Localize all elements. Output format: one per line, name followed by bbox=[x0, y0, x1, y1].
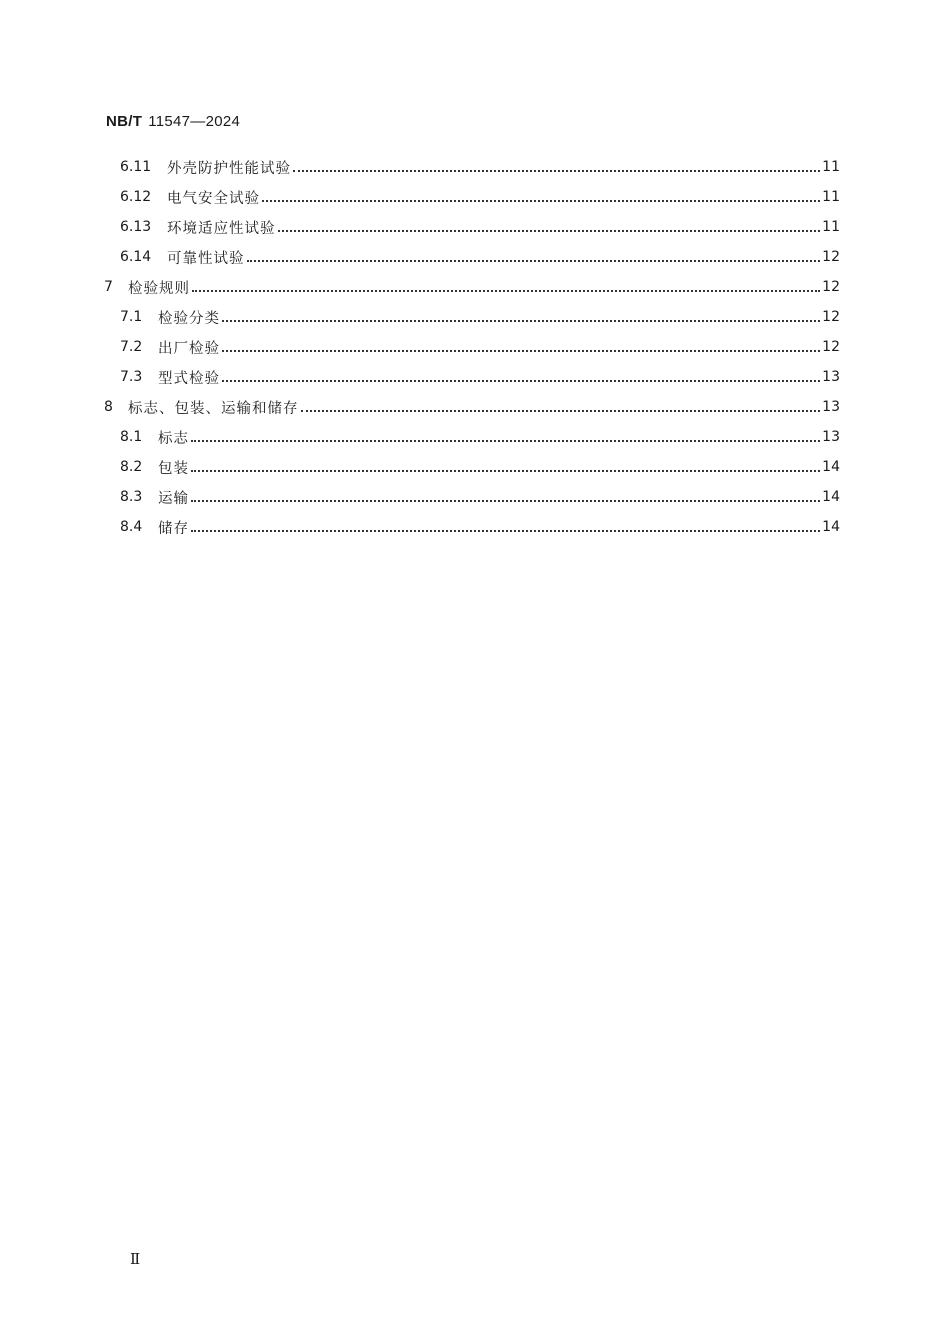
toc-entry-page: 11 bbox=[822, 219, 840, 235]
toc-entry-page: 12 bbox=[822, 249, 840, 265]
toc-leader-dots bbox=[262, 199, 820, 202]
toc-leader-dots bbox=[222, 379, 820, 382]
toc-leader-dots bbox=[191, 439, 820, 442]
toc-entry-7-2[interactable] bbox=[120, 332, 840, 362]
toc-entry-8-2[interactable] bbox=[120, 452, 840, 482]
toc-entry-page: 12 bbox=[822, 339, 840, 355]
toc-entry-number: 6.13 bbox=[120, 219, 152, 235]
toc-entry-page: 14 bbox=[822, 519, 840, 535]
toc-leader-dots bbox=[278, 229, 821, 232]
toc-leader-dots bbox=[191, 529, 820, 532]
toc-entry-page: 13 bbox=[822, 429, 840, 445]
toc-entry-6-13[interactable] bbox=[120, 212, 840, 242]
toc-entry-6-14[interactable] bbox=[120, 242, 840, 272]
toc-leader-dots bbox=[222, 349, 820, 352]
standard-code: NB/T bbox=[106, 113, 143, 130]
toc-leader-dots bbox=[247, 259, 821, 262]
toc-entry-number: 7.3 bbox=[120, 369, 143, 385]
toc-entry-title: 检验规则 bbox=[128, 280, 190, 297]
toc-entry-6-11[interactable] bbox=[120, 152, 840, 182]
toc-entry-number: 6.12 bbox=[120, 189, 152, 205]
toc-entry-title: 标志、包装、运输和储存 bbox=[128, 400, 299, 417]
toc-entry-title: 包装 bbox=[158, 460, 189, 477]
toc-entry-number: 8.1 bbox=[120, 429, 143, 445]
toc-entry-number: 8.2 bbox=[120, 459, 143, 475]
page-number: Ⅱ bbox=[130, 1250, 141, 1268]
toc-entry-page: 12 bbox=[822, 309, 840, 325]
toc-entry-title: 可靠性试验 bbox=[167, 250, 245, 267]
toc-entry-page: 13 bbox=[822, 399, 840, 415]
toc-entry-number: 8 bbox=[104, 399, 113, 415]
toc-entry-title: 运输 bbox=[158, 490, 189, 507]
toc-leader-dots bbox=[222, 319, 820, 322]
standard-number: 11547—2024 bbox=[148, 113, 241, 130]
toc-entry-8-4[interactable] bbox=[120, 512, 840, 542]
toc-entry-8-3[interactable] bbox=[120, 482, 840, 512]
toc-entry-title: 标志 bbox=[158, 430, 189, 447]
toc-entry-title: 电气安全试验 bbox=[167, 190, 260, 207]
toc-entry-title: 检验分类 bbox=[158, 310, 220, 327]
toc-leader-dots bbox=[191, 499, 820, 502]
toc-entry-number: 7.1 bbox=[120, 309, 143, 325]
toc-leader-dots bbox=[293, 169, 820, 172]
toc-entry-title: 出厂检验 bbox=[158, 340, 220, 357]
toc-entry-7-1[interactable] bbox=[120, 302, 840, 332]
toc-entry-title: 环境适应性试验 bbox=[167, 220, 276, 237]
toc-entry-number: 7 bbox=[104, 279, 113, 295]
toc-leader-dots bbox=[301, 409, 821, 412]
toc-entry-number: 8.4 bbox=[120, 519, 143, 535]
toc-entry-number: 6.14 bbox=[120, 249, 152, 265]
document-header bbox=[106, 112, 240, 130]
toc-entry-page: 14 bbox=[822, 489, 840, 505]
toc-entry-page: 14 bbox=[822, 459, 840, 475]
toc-entry-number: 6.11 bbox=[120, 159, 152, 175]
toc-entry-7-3[interactable] bbox=[120, 362, 840, 392]
toc-entry-title: 储存 bbox=[158, 520, 189, 537]
toc-entry-number: 7.2 bbox=[120, 339, 143, 355]
toc-entry-page: 11 bbox=[822, 189, 840, 205]
toc-entry-page: 11 bbox=[822, 159, 840, 175]
toc-entry-title: 型式检验 bbox=[158, 370, 220, 387]
toc-entry-8-1[interactable] bbox=[120, 422, 840, 452]
toc-entry-8[interactable] bbox=[104, 392, 840, 422]
toc-leader-dots bbox=[192, 289, 820, 292]
toc-entry-page: 12 bbox=[822, 279, 840, 295]
toc-entry-7[interactable] bbox=[104, 272, 840, 302]
toc-leader-dots bbox=[191, 469, 820, 472]
toc-entry-title: 外壳防护性能试验 bbox=[167, 160, 291, 177]
toc-entry-number: 8.3 bbox=[120, 489, 143, 505]
toc-entry-6-12[interactable] bbox=[120, 182, 840, 212]
toc-entry-page: 13 bbox=[822, 369, 840, 385]
